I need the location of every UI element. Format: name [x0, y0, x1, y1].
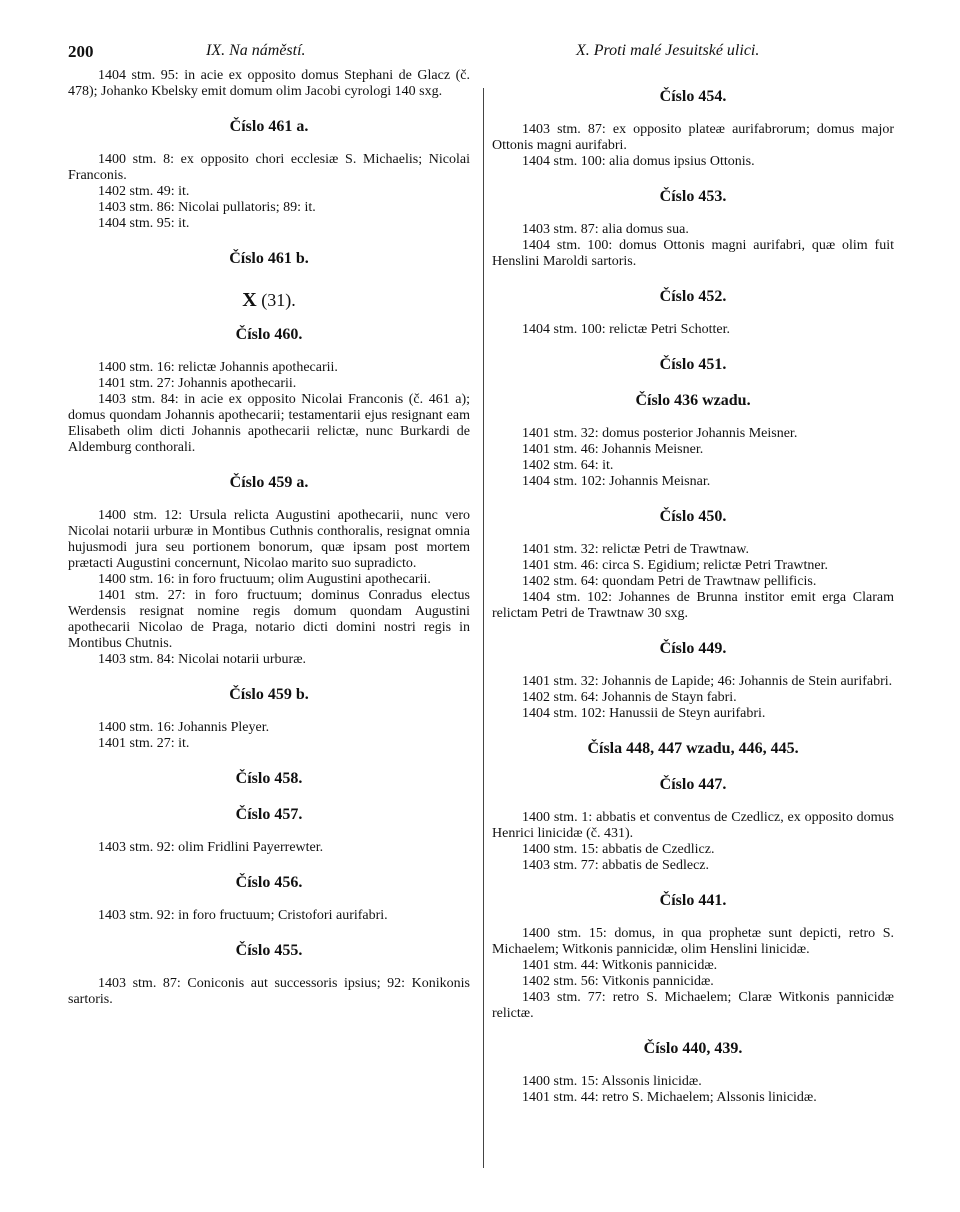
- register-entry: 1403 stm. 87: Coniconis aut successoris ipsius; 92: Konikonis sartoris.: [68, 976, 470, 1007]
- register-entry: 1401 stm. 27: Johannis apothecarii.: [98, 376, 297, 391]
- house-number-heading: Číslo 456.: [235, 874, 303, 891]
- left-column: [68, 70, 470, 1008]
- house-number-heading: Číslo 460.: [235, 326, 303, 343]
- register-section: [68, 874, 470, 924]
- register-entry: 1400 stm. 15: domus, in qua prophetæ sunt depicti, retro S. Michaelem; Witkonis pannicidæ, olim Henslini linicidæ.: [492, 926, 894, 957]
- right-running-title: X. Proti malé Jesuitské ulici.: [576, 42, 760, 59]
- house-number-heading: Číslo 459 a.: [229, 474, 309, 491]
- house-number-heading: Číslo 458.: [235, 770, 303, 787]
- register-entry: 1400 stm. 16: relictæ Johannis apothecarii.: [98, 360, 338, 375]
- register-section: [68, 289, 470, 311]
- register-entry: 1404 stm. 102: Johannis Meisnar.: [522, 474, 711, 489]
- register-section: [492, 640, 894, 722]
- register-section: [68, 474, 470, 668]
- house-number-heading: Číslo 457.: [235, 806, 303, 823]
- register-entry: 1404 stm. 102: Johannes de Brunna institor emit erga Claram relictam Petri de Trawtnaw 30 sxg.: [492, 590, 894, 621]
- right-column: [492, 70, 894, 1106]
- register-entry: 1403 stm. 84: Nicolai notarii urburæ.: [98, 652, 307, 667]
- register-entry: 1401 stm. 44: retro S. Michaelem; Alssonis linicidæ.: [522, 1090, 817, 1105]
- page-header: [0, 42, 960, 66]
- street-block-number: (31).: [256, 290, 296, 310]
- house-number-heading: Číslo 436 wzadu.: [635, 392, 751, 409]
- register-entry: 1401 stm. 46: circa S. Egidium; relictæ Petri Trawtner.: [522, 558, 829, 573]
- register-section: [492, 1040, 894, 1106]
- register-section: [492, 288, 894, 338]
- page-number: 200: [68, 42, 94, 61]
- register-entry: 1400 stm. 16: in foro fructuum; olim Augustini apothecarii.: [98, 572, 431, 587]
- register-entry: 1404 stm. 100: alia domus ipsius Ottonis.: [522, 154, 755, 169]
- register-entry: 1402 stm. 64: Johannis de Stayn fabri.: [522, 690, 737, 705]
- register-entry: 1404 stm. 95: in acie ex opposito domus Stephani de Glacz (č. 478); Johanko Kbelsky emit domum olim Jacobi cyrologi 140 sxg.: [68, 68, 470, 99]
- register-entry: 1401 stm. 32: relictæ Petri de Trawtnaw.: [522, 542, 749, 557]
- register-entry: 1404 stm. 100: relictæ Petri Schotter.: [522, 322, 731, 337]
- register-section: [492, 188, 894, 270]
- register-section: [68, 118, 470, 232]
- register-section: [68, 806, 470, 856]
- register-section: [492, 776, 894, 874]
- house-number-heading: Číslo 461 b.: [229, 250, 309, 267]
- register-entry: 1400 stm. 1: abbatis et conventus de Czedlicz, ex opposito domus Henrici linicidæ (č. 431).: [492, 810, 894, 841]
- register-section: [492, 356, 894, 374]
- register-entry: 1402 stm. 56: Vitkonis pannicidæ.: [522, 974, 714, 989]
- register-entry: 1403 stm. 92: in foro fructuum; Cristofori aurifabri.: [98, 908, 388, 923]
- register-entry: 1400 stm. 15: abbatis de Czedlicz.: [522, 842, 715, 857]
- house-number-heading: Číslo 453.: [659, 188, 727, 205]
- register-entry: 1402 stm. 49: it.: [98, 184, 190, 199]
- register-section: [492, 892, 894, 1022]
- house-number-heading: Číslo 461 a.: [229, 118, 309, 135]
- register-entry: 1404 stm. 100: domus Ottonis magni aurifabri, quæ olim fuit Henslini Maroldi sartoris.: [492, 238, 894, 269]
- register-entry: 1403 stm. 77: abbatis de Sedlecz.: [522, 858, 710, 873]
- house-number-heading: Čísla 448, 447 wzadu, 446, 445.: [587, 740, 799, 757]
- register-entry: 1402 stm. 64: quondam Petri de Trawtnaw pellificis.: [522, 574, 817, 589]
- house-number-heading: Číslo 441.: [659, 892, 727, 909]
- house-number-heading: Číslo 440, 439.: [643, 1040, 743, 1057]
- house-number-heading: Číslo 451.: [659, 356, 727, 373]
- register-section: [68, 770, 470, 788]
- register-entry: 1401 stm. 27: in foro fructuum; dominus Conradus electus Werdensis resignat nomine regis domum quondam Augustini apothecarii Nicolao de Praga, notario dicti domini nostri regis in Montibus Chutnis.: [68, 588, 470, 651]
- register-section: [68, 942, 470, 1008]
- house-number-heading: Číslo 455.: [235, 942, 303, 959]
- register-section: [68, 68, 470, 100]
- register-entry: 1404 stm. 95: it.: [98, 216, 190, 231]
- register-entry: 1400 stm. 15: Alssonis linicidæ.: [522, 1074, 702, 1089]
- house-number-heading: Číslo 452.: [659, 288, 727, 305]
- register-section: [68, 686, 470, 752]
- register-entry: 1400 stm. 16: Johannis Pleyer.: [98, 720, 270, 735]
- register-section: [492, 392, 894, 490]
- register-entry: 1401 stm. 44: Witkonis pannicidæ.: [522, 958, 718, 973]
- register-entry: 1400 stm. 8: ex opposito chori ecclesiæ S. Michaelis; Nicolai Franconis.: [68, 152, 470, 183]
- register-section: [68, 326, 470, 456]
- register-entry: 1402 stm. 64: it.: [522, 458, 614, 473]
- register-entry: 1403 stm. 86: Nicolai pullatoris; 89: it.: [98, 200, 316, 215]
- register-section: [492, 508, 894, 622]
- register-entry: 1401 stm. 46: Johannis Meisner.: [522, 442, 704, 457]
- register-entry: 1403 stm. 77: retro S. Michaelem; Claræ Witkonis pannicidæ relictæ.: [492, 990, 894, 1021]
- register-entry: 1401 stm. 27: it.: [98, 736, 190, 751]
- register-entry: 1403 stm. 92: olim Fridlini Payerrewter.: [98, 840, 324, 855]
- register-section: [492, 88, 894, 170]
- register-section: [68, 250, 470, 268]
- house-number-heading: Číslo 447.: [659, 776, 727, 793]
- register-section: [492, 740, 894, 758]
- street-block-mark: X: [242, 289, 257, 311]
- register-entry: 1404 stm. 102: Hanussii de Steyn aurifabri.: [522, 706, 766, 721]
- register-entry: 1403 stm. 84: in acie ex opposito Nicolai Franconis (č. 461 a); domus quondam Johannis apothecarii; testamentarii ejus resignant eam Elisabeth olim dicti Johannis apothecarii relictæ, nunc Burkardi de Aldemburg conthorali.: [68, 392, 470, 455]
- register-entry: 1400 stm. 12: Ursula relicta Augustini apothecarii, nunc vero Nicolai notarii urburæ in Montibus Cuthnis conthoralis, resignat omnia hujusmodi jura seu portionem bonorum, quæ ipsam post mortem prætacti Augustini concernunt, Nicolao marito suo supradicto.: [68, 508, 470, 571]
- house-number-heading: Číslo 459 b.: [229, 686, 309, 703]
- house-number-heading: Číslo 454.: [659, 88, 727, 105]
- register-entry: 1403 stm. 87: ex opposito plateæ aurifabrorum; domus major Ottonis magni aurifabri.: [492, 122, 894, 153]
- left-running-title: IX. Na náměstí.: [206, 42, 306, 59]
- street-block-heading: [68, 289, 470, 311]
- register-entry: 1403 stm. 87: alia domus sua.: [522, 222, 689, 237]
- house-number-heading: Číslo 450.: [659, 508, 727, 525]
- register-entry: 1401 stm. 32: Johannis de Lapide; 46: Johannis de Stein aurifabri.: [522, 674, 893, 689]
- house-number-heading: Číslo 449.: [659, 640, 727, 657]
- column-divider: [483, 88, 484, 1168]
- register-entry: 1401 stm. 32: domus posterior Johannis Meisner.: [522, 426, 798, 441]
